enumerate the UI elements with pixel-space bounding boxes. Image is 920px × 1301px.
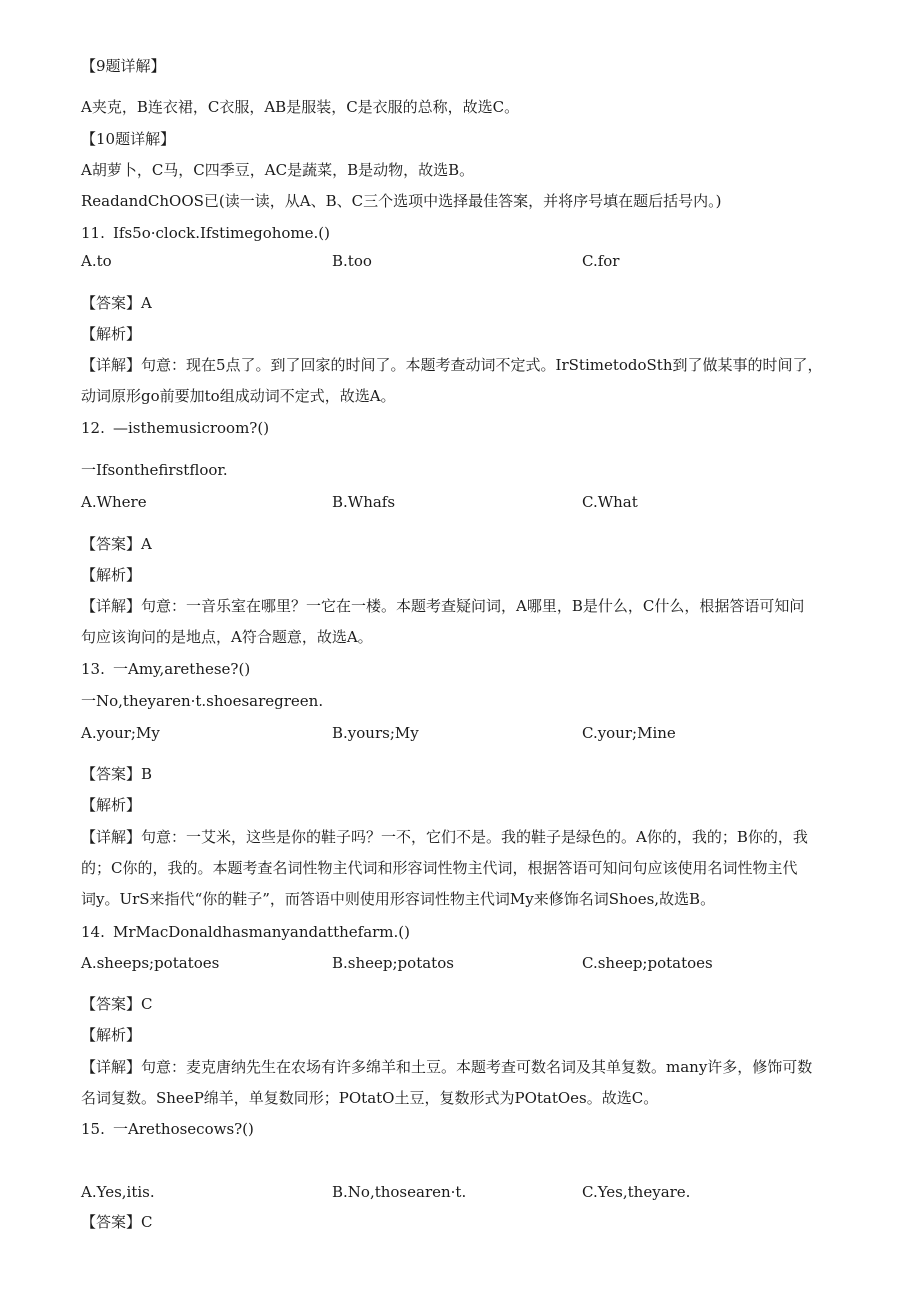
question-number: 11. [81, 224, 105, 242]
q13-detail-cont2: 词y。UrS来指代“你的鞋子”，而答语中则使用形容词性物主代词My来修饰名词Shoes,故选B。 [81, 890, 716, 908]
q14-option-b: B.sheep;potatos [332, 954, 454, 972]
q12-option-b: B.Whafs [332, 493, 396, 511]
q14-option-a: A.sheeps;potatoes [81, 954, 220, 972]
q11-detail-cont: 动词原形go前要加to组成动词不定式，故选A。 [81, 387, 396, 405]
q13-option-b: B.yours;My [332, 724, 419, 742]
question-number: 13. [81, 660, 105, 678]
q12-answer: 【答案】A [81, 535, 152, 553]
q11-option-c: C.for [582, 252, 620, 270]
q14-answer: 【答案】C [81, 995, 153, 1013]
question-number: 15. [81, 1120, 105, 1138]
question-stem: 一Amy,arethese?() [113, 660, 251, 678]
q11-option-a: A.to [81, 252, 112, 270]
q11-analysis: 【解析】 [81, 325, 142, 343]
q12-detail: 【详解】句意：一音乐室在哪里？一它在一楼。本题考查疑问词，A哪里，B是什么，C什么，根据答语可知问 [81, 597, 805, 615]
q13-answer: 【答案】B [81, 765, 153, 783]
question-11 [81, 223, 330, 243]
q13-option-a: A.your;My [81, 724, 160, 742]
q15-answer: 【答案】C [81, 1213, 153, 1231]
q13-analysis: 【解析】 [81, 796, 142, 814]
question-number: 14. [81, 923, 105, 941]
q13-reply: 一No,theyaren·t.shoesaregreen. [81, 692, 324, 710]
question-15 [81, 1119, 254, 1139]
q12-detail-cont: 句应该询问的是地点，A符合题意，故选A。 [81, 628, 373, 646]
q13-option-c: C.your;Mine [582, 724, 676, 742]
sec10-header: 【10题详解】 [81, 130, 176, 148]
q15-option-a: A.Yes,itis. [81, 1183, 155, 1201]
q11-answer: 【答案】A [81, 294, 152, 312]
q14-option-c: C.sheep;potatoes [582, 954, 713, 972]
sec10-text: A胡萝卜，C马，C四季豆，AC是蔬菜，B是动物，故选B。 [81, 161, 475, 179]
q14-detail: 【详解】句意：麦克唐纳先生在农场有许多绵羊和土豆。本题考查可数名词及其单复数。many许多，修饰可数 [81, 1058, 813, 1076]
q11-detail: 【详解】句意：现在5点了。到了回家的时间了。本题考查动词不定式。IrStimetodoSth到了做某事的时间了， [81, 356, 823, 374]
question-13 [81, 659, 250, 679]
question-stem: —isthemusicroom?() [113, 419, 270, 437]
q14-analysis: 【解析】 [81, 1026, 142, 1044]
q12-reply: 一Ifsonthefirstfloor. [81, 461, 228, 479]
q12-option-c: C.What [582, 493, 638, 511]
q11-option-b: B.too [332, 252, 372, 270]
question-stem: MrMacDonaldhasmanyandatthefarm.() [113, 923, 410, 941]
question-stem: Ifs5o·clock.Ifstimegohome.() [113, 224, 331, 242]
question-12 [81, 418, 269, 438]
q13-detail: 【详解】句意：一艾米，这些是你的鞋子吗？一不，它们不是。我的鞋子是绿色的。A你的，我的；B你的，我 [81, 828, 808, 846]
q12-option-a: A.Where [81, 493, 147, 511]
q15-option-b: B.No,thosearen·t. [332, 1183, 467, 1201]
instruction: ReadandChOOS已(读一读，从A、B、C三个选项中选择最佳答案，并将序号填在题后括号内。) [81, 192, 722, 210]
q15-option-c: C.Yes,theyare. [582, 1183, 691, 1201]
q13-detail-cont: 的；C你的，我的。本题考查名词性物主代词和形容词性物主代词，根据答语可知问句应该使用名词性物主代 [81, 859, 798, 877]
question-14 [81, 922, 410, 942]
q12-analysis: 【解析】 [81, 566, 142, 584]
sec9-header: 【9题详解】 [81, 57, 166, 75]
sec9-text: A夹克，B连衣裙，C衣服，AB是服装，C是衣服的总称，故选C。 [81, 98, 520, 116]
q14-detail-cont: 名词复数。SheeP绵羊，单复数同形；POtatO土豆，复数形式为POtatOes。故选C。 [81, 1089, 659, 1107]
question-stem: 一Arethosecows?() [113, 1120, 254, 1138]
question-number: 12. [81, 419, 105, 437]
